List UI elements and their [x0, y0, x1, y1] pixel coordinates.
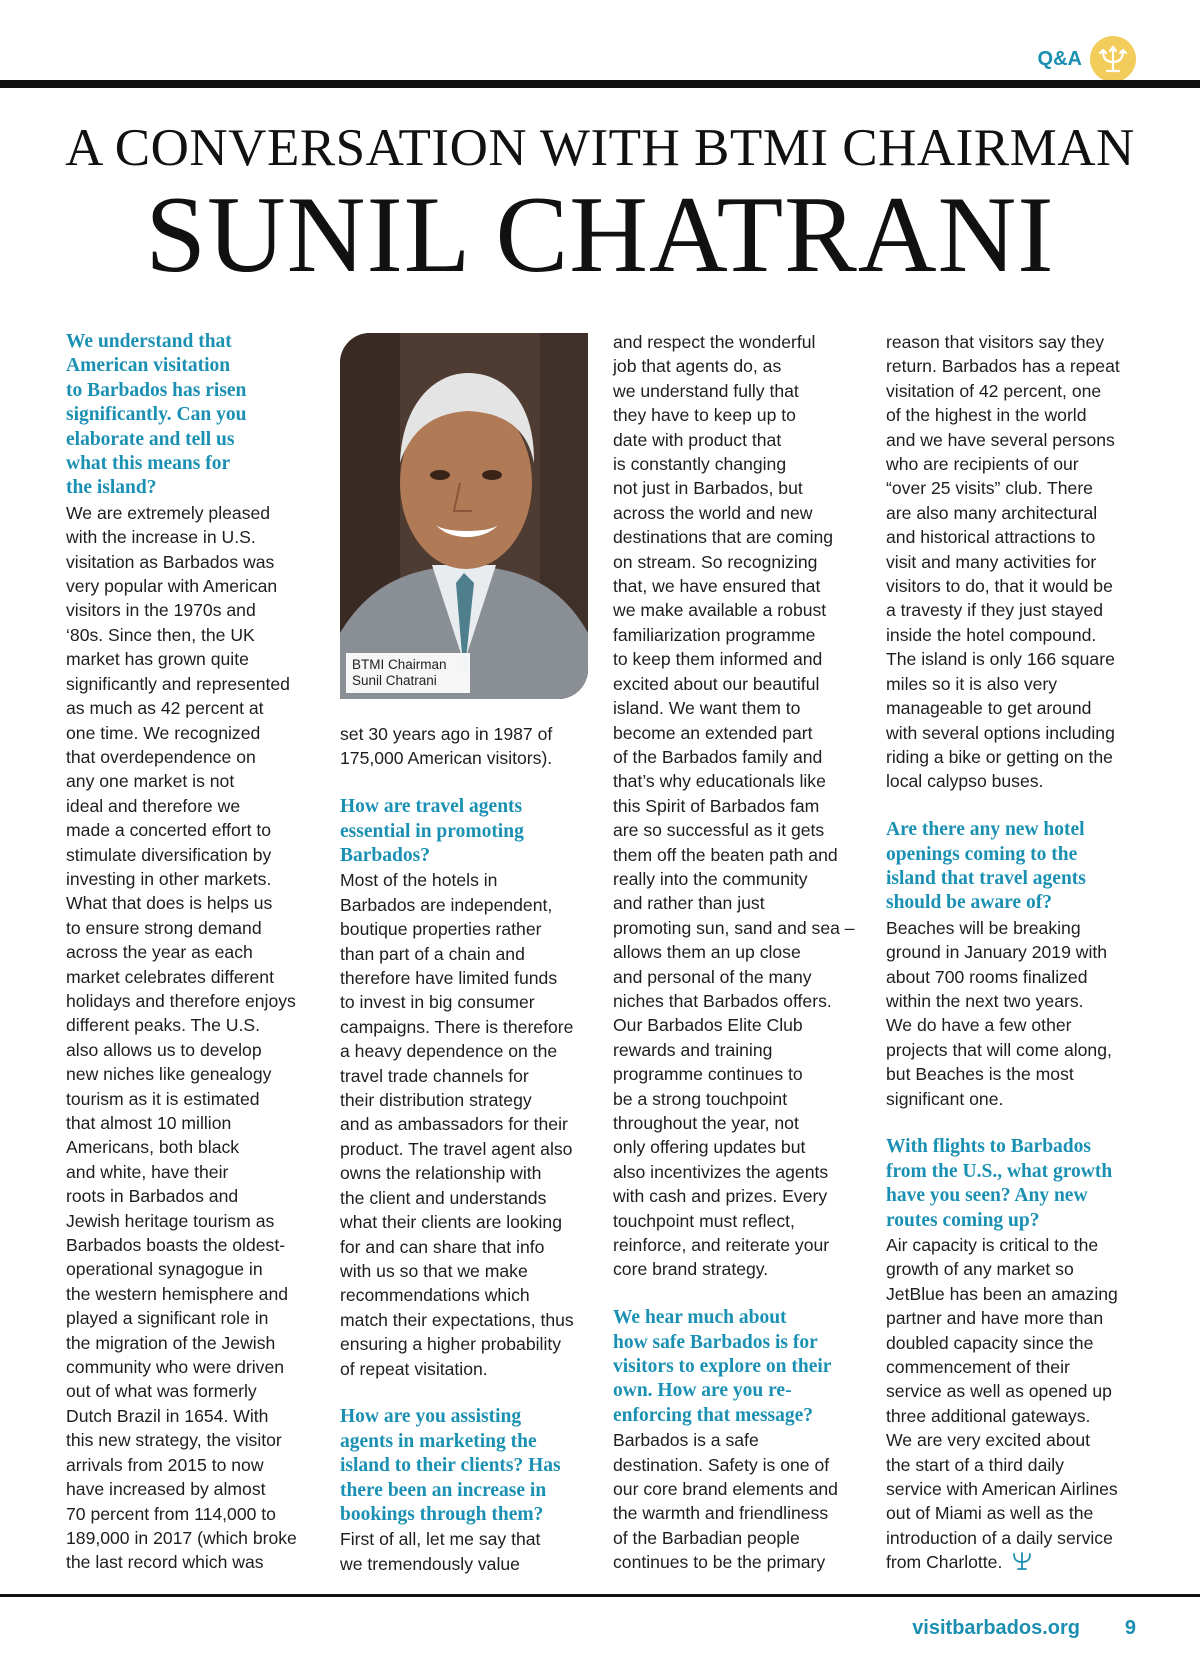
answer-line: the start of a third daily [886, 1454, 1064, 1475]
question-text: We hear much about [613, 1307, 787, 1329]
answer-line: continues to be the primary [613, 1552, 826, 1573]
question-text: island that travel agents [886, 867, 1086, 889]
answer-line: What that does is helps us [66, 893, 273, 914]
column-3 [613, 330, 865, 1575]
answer-line: familiarization programme [613, 624, 816, 645]
answer-line: are also many architectural [886, 502, 1098, 523]
answer-line: with the increase in U.S. [66, 527, 256, 548]
answer-line: three additional gateways. [886, 1405, 1091, 1426]
answer-line: with several options including [886, 722, 1115, 743]
answer-line: return. Barbados has a repeat [886, 356, 1120, 377]
answer-line: Beaches will be breaking [886, 917, 1081, 938]
question-text: bookings through them? [340, 1503, 544, 1525]
answer-line: a travesty if they just stayed [886, 600, 1104, 621]
paragraph-gap [886, 1111, 1138, 1135]
answer-line: manageable to get around [886, 698, 1092, 719]
question-text: what this means for [66, 453, 231, 475]
answer-line: that, we have ensured that [613, 576, 821, 597]
question-text: island to their clients? Has [340, 1455, 561, 1477]
answer-line: and as ambassadors for their [340, 1114, 568, 1135]
answer-line: the warmth and friendliness [613, 1503, 829, 1524]
question-text: How are travel agents [340, 796, 523, 818]
answer-line: is constantly changing [613, 454, 787, 475]
answer-line: operational synagogue in [66, 1259, 263, 1280]
answer-line: and we have several persons [886, 429, 1115, 450]
answer-line: investing in other markets. [66, 868, 272, 889]
question-text: there been an increase in [340, 1479, 547, 1501]
answer-line: that almost 10 million [66, 1113, 232, 1133]
answer-line: but Beaches is the most [886, 1064, 1074, 1085]
answer-line: made a concerted effort to [66, 820, 272, 841]
answer-line: service as well as opened up [886, 1381, 1112, 1402]
trident-icon [1090, 36, 1136, 82]
question-text: visitors to explore on their [613, 1356, 832, 1378]
answer-line: that overdependence on [66, 746, 256, 767]
answer-line: “over 25 visits” club. There [886, 478, 1093, 499]
answer-line: miles so it is also very [886, 673, 1058, 694]
answer-line: 175,000 American visitors). [340, 748, 553, 769]
answer-line: tourism as it is estimated [66, 1088, 260, 1109]
answer-line: product. The travel agent also [340, 1138, 573, 1159]
answer-line: significant one. [886, 1088, 1004, 1109]
answer-line: projects that will come along, [886, 1039, 1112, 1060]
caption-title: BTMI Chairman [352, 657, 447, 672]
answer-line: of repeat visitation. [340, 1358, 488, 1379]
answer-line: of the Barbadian people [613, 1527, 800, 1548]
answer-line: the last record which was [66, 1552, 264, 1573]
paragraph-gap [340, 1381, 592, 1405]
answer-line: Jewish heritage tourism as [66, 1210, 275, 1231]
answer-line: they have to keep up to [613, 405, 796, 426]
answer-line: roots in Barbados and [66, 1186, 239, 1207]
answer-line: we make available a robust [613, 600, 827, 621]
answer-line: of the Barbados family and [613, 746, 823, 767]
column-1 [66, 330, 318, 1575]
question-text: have you seen? Any new [886, 1185, 1088, 1207]
answer-line: about 700 rooms finalized [886, 966, 1088, 987]
answer-line: Our Barbados Elite Club [613, 1015, 803, 1036]
answer-line: to ensure strong demand [66, 917, 262, 938]
answer-line: We do have a few other [886, 1015, 1072, 1036]
answer-line: reinforce, and reiterate your [613, 1235, 830, 1256]
question-text: With flights to Barbados [886, 1136, 1091, 1158]
top-rule [0, 80, 1200, 88]
answer-line: very popular with American [66, 576, 278, 597]
answer-line: a heavy dependence on the [340, 1041, 558, 1062]
answer-line: the client and understands [340, 1187, 547, 1208]
answer-line: and white, have their [66, 1161, 229, 1182]
answer-line: within the next two years. [886, 990, 1084, 1011]
answer-line: riding a bike or getting on the [886, 746, 1113, 767]
answer-line: with us so that we make [340, 1260, 528, 1281]
answer-line: this new strategy, the visitor [66, 1430, 282, 1451]
portrait-photo [340, 333, 588, 699]
article-headline: SUNIL CHATRANI [145, 174, 1055, 295]
answer-line: JetBlue has been an amazing [886, 1283, 1118, 1304]
answer-line: boutique properties rather [340, 919, 542, 940]
answer-line: to keep them informed and [613, 649, 823, 670]
answer-line: visitors in the 1970s and [66, 600, 256, 621]
answer-line: on stream. So recognizing [613, 551, 818, 572]
answer-line: ‘80s. Since then, the UK [66, 624, 255, 645]
answer-line: the migration of the Jewish [66, 1332, 276, 1353]
answer-line: and personal of the many [613, 966, 812, 987]
answer-line: therefore have limited funds [340, 968, 558, 989]
answer-line: recommendations which [340, 1285, 530, 1306]
answer-line: Barbados boasts the oldest- [66, 1235, 286, 1256]
paragraph-gap [613, 1282, 865, 1306]
answer-line: we understand fully that [613, 380, 799, 401]
answer-line: visitation as Barbados was [66, 551, 275, 572]
answer-line: date with product that [613, 429, 782, 450]
question-text: the island? [66, 477, 157, 499]
photo-caption [346, 653, 470, 693]
section-label: Q&A [1037, 47, 1082, 70]
answer-line: to invest in big consumer [340, 992, 535, 1013]
answer-line: are so successful as it gets [613, 820, 825, 841]
answer-line: one time. We recognized [66, 722, 261, 743]
answer-line: programme continues to [613, 1064, 803, 1085]
answer-line: really into the community [613, 868, 808, 889]
answer-line: Dutch Brazil in 1654. With [66, 1405, 269, 1426]
question-text: agents in marketing the [340, 1430, 537, 1452]
answer-line: Barbados is a safe [613, 1430, 759, 1451]
column-2 [340, 722, 592, 1576]
answer-line: visitors to do, that it would be [886, 576, 1113, 597]
answer-line: market has grown quite [66, 649, 249, 670]
answer-line: market celebrates different [66, 966, 274, 987]
answer-line: and rather than just [613, 893, 765, 914]
answer-line: destination. Safety is one of [613, 1454, 830, 1475]
answer-line: significantly and represented [66, 673, 290, 694]
answer-line: the western hemisphere and [66, 1283, 289, 1304]
question-text: Are there any new hotel [886, 819, 1085, 841]
answer-line: match their expectations, thus [340, 1309, 574, 1330]
answer-line: and historical attractions to [886, 527, 1096, 548]
answer-line: island. We want them to [613, 698, 801, 719]
question-text: American visitation [66, 355, 231, 377]
footer-url[interactable]: visitbarbados.org [912, 1617, 1080, 1639]
answer-line: them off the beaten path and [613, 844, 838, 865]
question-text: We understand that [66, 331, 232, 352]
trident-icon [1011, 1550, 1033, 1576]
answer-line: excited about our beautiful [613, 673, 820, 694]
question-text: to Barbados has risen [66, 379, 247, 401]
question-text: how safe Barbados is for [613, 1331, 818, 1353]
answer-line: visit and many activities for [886, 551, 1097, 572]
answer-line: what their clients are looking [340, 1212, 562, 1233]
answer-line: ensuring a higher probability [340, 1334, 562, 1355]
answer-line: First of all, let me say that [340, 1529, 541, 1550]
question-text: from the U.S., what growth [886, 1160, 1113, 1182]
answer-line: Air capacity is critical to the [886, 1235, 1099, 1255]
answer-line: throughout the year, not [613, 1113, 799, 1133]
section-tag [1038, 36, 1136, 82]
answer-line: for and can share that info [340, 1236, 545, 1257]
answer-line: also allows us to develop [66, 1039, 262, 1060]
answer-line: We are very excited about [886, 1430, 1091, 1451]
answer-line: owns the relationship with [340, 1163, 542, 1184]
answer-line: campaigns. There is therefore [340, 1016, 574, 1037]
question-text: should be aware of? [886, 892, 1052, 914]
answer-line: local calypso buses. [886, 771, 1044, 792]
answer-line: The island is only 166 square [886, 649, 1115, 670]
answer-line: set 30 years ago in 1987 of [340, 724, 553, 744]
answer-line: ideal and therefore we [66, 795, 241, 816]
question-text: significantly. Can you [66, 404, 247, 426]
question-text: routes coming up? [886, 1209, 1040, 1231]
question-text: How are you assisting [340, 1406, 522, 1428]
article-kicker: A CONVERSATION WITH BTMI CHAIRMAN [65, 119, 1135, 177]
answer-line: job that agents do, as [613, 356, 782, 377]
caption-name: Sunil Chatrani [352, 673, 437, 688]
answer-line: introduction of a daily service [886, 1527, 1113, 1548]
answer-line: out of Miami as well as the [886, 1503, 1094, 1524]
answer-line: as much as 42 percent at [66, 698, 264, 719]
answer-line: any one market is not [66, 771, 235, 792]
answer-line: Most of the hotels in [340, 870, 498, 891]
answer-line: visitation of 42 percent, one [886, 380, 1102, 401]
answer-line: travel trade channels for [340, 1065, 529, 1086]
answer-line: our core brand elements and [613, 1479, 838, 1500]
answer-line: who are recipients of our [886, 454, 1079, 475]
answer-line: commencement of their [886, 1357, 1070, 1378]
paragraph-gap [886, 794, 1138, 818]
answer-line: holidays and therefore enjoys [66, 990, 296, 1011]
answer-line: that’s why educationals like [613, 771, 826, 792]
answer-line: we tremendously value [340, 1553, 520, 1574]
answer-line: stimulate diversification by [66, 844, 272, 865]
answer-line: from Charlotte. [886, 1552, 1003, 1573]
answer-line: Americans, both black [66, 1137, 240, 1158]
answer-line: not just in Barbados, but [613, 478, 803, 499]
answer-line: core brand strategy. [613, 1259, 769, 1280]
answer-line: inside the hotel compound. [886, 624, 1097, 645]
question-text: own. How are you re- [613, 1380, 792, 1402]
answer-line: of the highest in the world [886, 405, 1087, 426]
answer-line: 70 percent from 114,000 to [66, 1503, 276, 1524]
paragraph-gap [340, 771, 592, 795]
answer-line: their distribution strategy [340, 1090, 532, 1111]
answer-line: partner and have more than [886, 1308, 1104, 1329]
answer-line: across the world and new [613, 502, 813, 523]
bottom-rule [0, 1594, 1200, 1597]
question-text: enforcing that message? [613, 1404, 814, 1426]
answer-line: destinations that are coming [613, 527, 834, 548]
answer-line: different peaks. The U.S. [66, 1015, 260, 1036]
answer-line: only offering updates but [613, 1137, 806, 1158]
answer-line: have increased by almost [66, 1479, 266, 1500]
question-text: openings coming to the [886, 843, 1078, 865]
answer-line: ground in January 2019 with [886, 942, 1108, 963]
answer-line: doubled capacity since the [886, 1332, 1094, 1353]
answer-line: and respect the wonderful [613, 332, 816, 352]
answer-line: rewards and training [613, 1039, 773, 1060]
answer-line: across the year as each [66, 942, 253, 963]
answer-line: promoting sun, sand and sea – [613, 917, 855, 938]
answer-line: touchpoint must reflect, [613, 1210, 795, 1231]
answer-line: be a strong touchpoint [613, 1088, 788, 1109]
answer-line: reason that visitors say they [886, 332, 1105, 352]
column-4 [886, 330, 1138, 1577]
question-text: essential in promoting [340, 820, 524, 842]
answer-line: We are extremely pleased [66, 502, 271, 523]
answer-line: played a significant role in [66, 1308, 269, 1329]
answer-line: become an extended part [613, 722, 813, 743]
answer-line: this Spirit of Barbados fam [613, 795, 820, 816]
answer-line-last [886, 1550, 1138, 1577]
answer-line: niches that Barbados offers. [613, 990, 832, 1011]
answer-line: also incentivizes the agents [613, 1161, 829, 1182]
answer-line: out of what was formerly [66, 1381, 257, 1402]
answer-line: Barbados are independent, [340, 894, 553, 915]
answer-line: arrivals from 2015 to now [66, 1454, 264, 1475]
answer-line: 189,000 in 2017 (which broke [66, 1527, 297, 1548]
page-number: 9 [1124, 1617, 1136, 1639]
question-text: Barbados? [340, 845, 430, 867]
answer-line: community who were driven [66, 1357, 285, 1378]
answer-line: with cash and prizes. Every [613, 1186, 828, 1207]
answer-line: service with American Airlines [886, 1479, 1118, 1500]
answer-line: than part of a chain and [340, 943, 525, 964]
answer-line: new niches like genealogy [66, 1064, 272, 1085]
answer-line: growth of any market so [886, 1259, 1074, 1280]
answer-line: allows them an up close [613, 942, 801, 963]
question-text: elaborate and tell us [66, 428, 235, 450]
